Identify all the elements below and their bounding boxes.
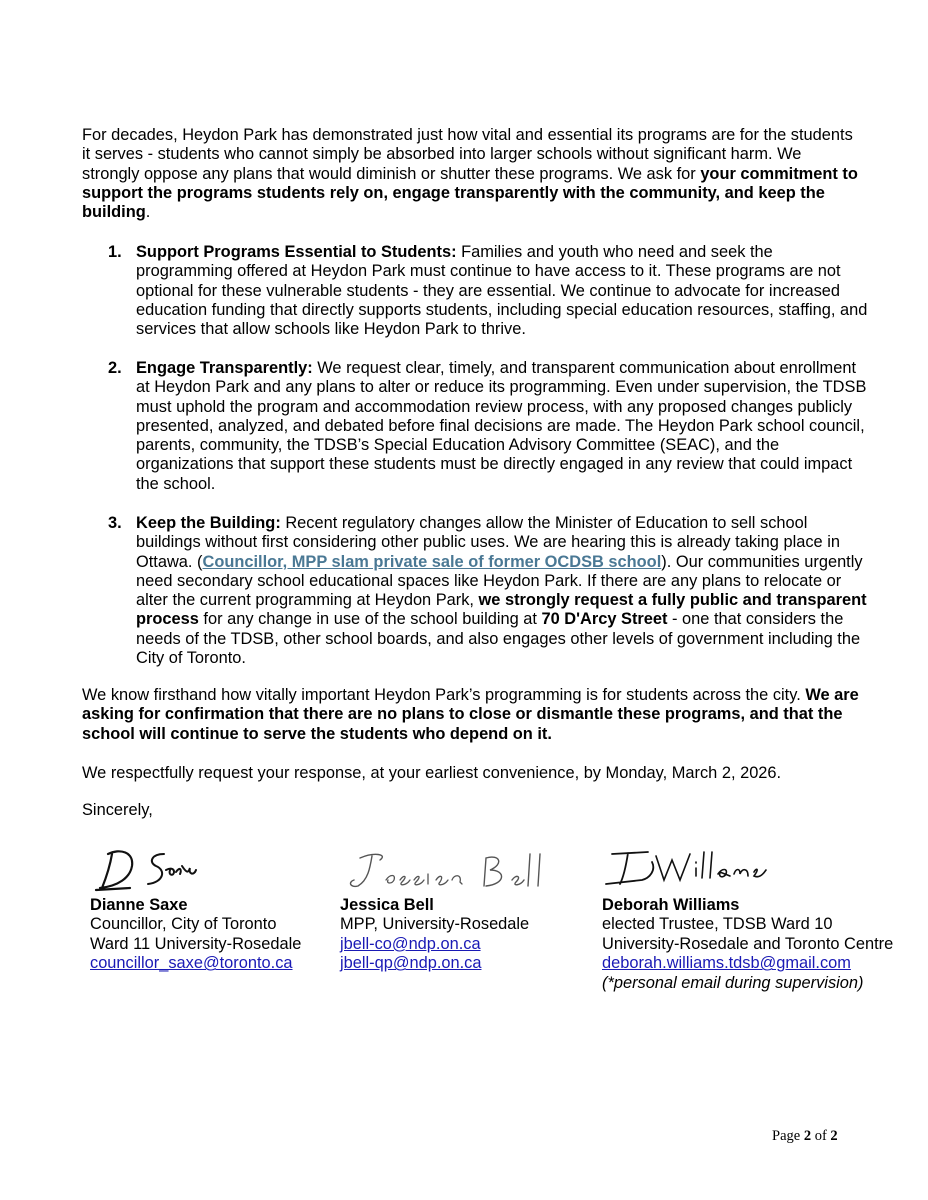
signature-bell-image [340,840,580,896]
signatory-details [340,896,529,974]
email-note: (*personal email during supervision) [602,973,864,992]
list-item-bold-address: 70 D'Arcy Street [541,610,668,629]
closing-text: We know firsthand how vitally important Heydon Park’s programming is for students across the city. [82,686,806,704]
page-number [772,1128,838,1145]
email-link[interactable]: jbell-co@ndp.on.ca [340,934,481,953]
of-word: of [814,1128,827,1144]
list-number: 1. [108,243,122,261]
email-link[interactable]: councillor_saxe@toronto.ca [90,954,293,973]
list-item-bold-request: we strongly request a fully public and transparent process [136,591,867,629]
signatory-name: Dianne Saxe [90,896,188,914]
response-request-paragraph: We respectfully request your response, at your earliest convenience, by Monday, March 2, 2026. [82,764,782,782]
intro-paragraph [82,126,862,222]
signatory-details [602,896,893,993]
signatory-title: elected Trustee, TDSB Ward 10 [602,915,833,934]
sincerely-text: Sincerely, [82,801,153,819]
list-item-body: Families and youth who need and seek the programming offered at Heydon Park must continue to have access to it. These programs are not optional for these vulnerable students - they are essential. We continue to advocate for increased education funding that directly supports students, including special education resources, staffing, and services that allow schools like Heydon Park to thrive. [136,243,868,339]
list-item-heading: Support Programs Essential to Students: [136,243,457,261]
signatory-title: MPP, University-Rosedale [340,915,530,934]
intro-bold-text: your commitment to support the programs students rely on, engage transparently with the community, and keep the building [82,164,858,222]
current-page: 2 [803,1128,812,1144]
list-item-body: Recent regulatory changes allow the Minister of Education to sell school buildings without first considering other public uses. We are hearing this is already taking place in Ottawa. ( [136,514,840,571]
list-item-text [136,359,871,494]
signature-saxe-image [90,840,230,896]
ocdsb-article-link[interactable]: Councillor, MPP slam private sale of former OCDSB school [202,552,662,571]
closing-bold-text: We are asking for confirmation that there are no plans to close or dismantle these programs, and that the school will continue to serve the students who depend on it. [82,686,859,743]
signatory-ward: University-Rosedale and Toronto Centre [602,934,894,953]
list-item-body: for any change in use of the school building at [198,610,542,629]
signatory-title: Councillor, City of Toronto [90,915,277,934]
signatory-details [90,896,301,974]
list-item-text [136,514,871,668]
total-pages: 2 [830,1128,838,1144]
intro-end: . [145,203,151,222]
list-number: 3. [108,514,122,532]
email-link[interactable]: jbell-qp@ndp.on.ca [340,954,482,973]
signature-williams-image [602,840,812,896]
closing-paragraph [82,686,862,744]
list-item-text [136,243,871,339]
signatory-ward: Ward 11 University-Rosedale [90,934,302,953]
signatory-name: Jessica Bell [340,896,434,914]
list-item-body: ). Our communities urgently need secondary school educational spaces like Heydon Park. If there are any plans to relocate or alter the current programming at Heydon Park, [136,552,863,610]
list-item-heading: Keep the Building: [136,514,281,532]
signatory-name: Deborah Williams [602,896,740,914]
list-item-body: We request clear, timely, and transparent communication about enrollment at Heydon Park and any plans to alter or reduce its programming. Even under supervision, the TDSB must uphold the program and accommodation review process, with any proposed changes publicly presented, analyzed, and debated before final decisions are made. The Heydon Park school council, parents, community, the TDSB’s Special Education Advisory Committee (SEAC), and the organizations that support these students must be directly engaged in any review that could impact the school. [136,359,867,493]
intro-text: For decades, Heydon Park has demonstrated just how vital and essential its programs are for the students it serves - students who cannot simply be absorbed into larger schools without significant harm. We strongly oppose any plans that would diminish or shutter these programs. We ask for [82,126,853,183]
email-link[interactable]: deborah.williams.tdsb@gmail.com [602,954,851,973]
list-number: 2. [108,359,122,377]
list-item-heading: Engage Transparently: [136,359,313,377]
page-word: Page [772,1128,801,1144]
list-item-body: - one that considers the needs of the TDSB, other school boards, and also engages other levels of government including the City of Toronto. [136,610,861,668]
